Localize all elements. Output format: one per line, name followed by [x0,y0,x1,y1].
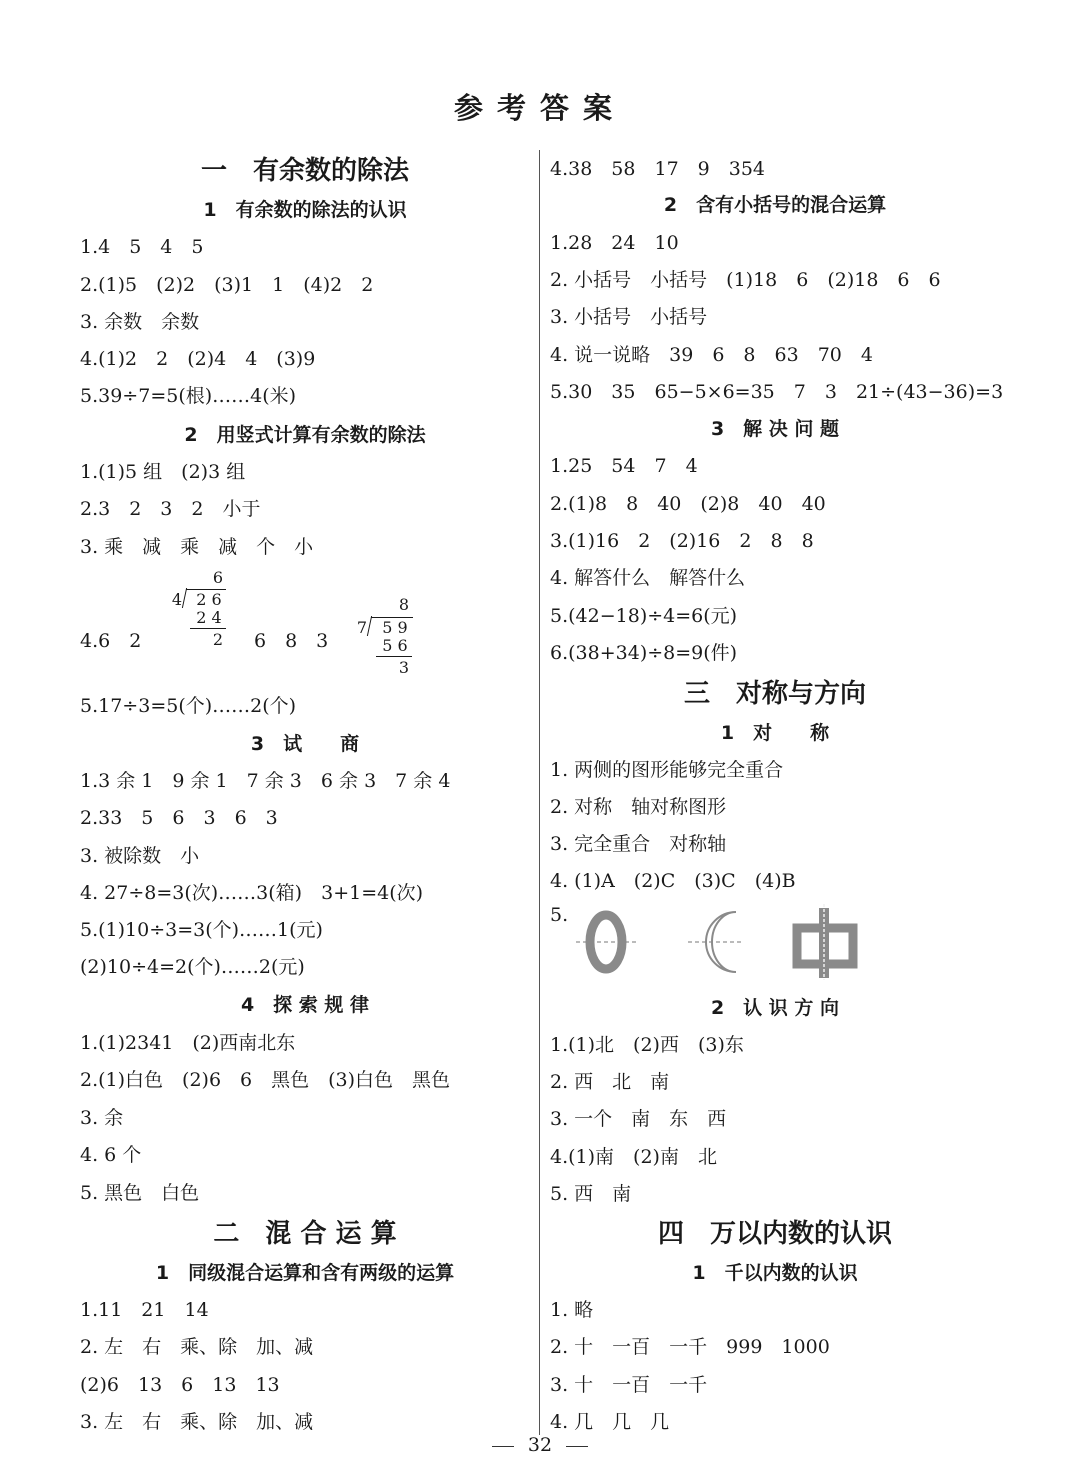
answer-line: 2.(1)白色 (2)6 6 黑色 (3)白色 黑色 [80,1069,451,1091]
chapter-heading: 二 混 合 运 算 [213,1219,397,1249]
answer-line: 1.3 余 1 9 余 1 7 余 3 6 余 3 7 余 4 [80,770,451,792]
answer-line: (2)6 13 6 13 13 [80,1374,280,1396]
division-dividend: 2 6 [196,590,222,609]
answer-line: 2.(1)8 8 40 (2)8 40 40 [550,493,826,515]
section-heading: 2 含有小括号的混合运算 [663,194,887,216]
answer-line: 4.6 2 [80,630,142,652]
answer-line: 2.3 2 3 2 小于 [80,498,261,520]
answer-line: 4.38 58 17 9 354 [550,158,766,180]
answer-line: 1.(1)2341 (2)西南北东 [80,1032,296,1054]
answer-line: 5. [550,904,569,926]
section-heading: 1 千以内数的认识 [692,1262,858,1284]
chapter-heading: 三 对称与方向 [683,679,866,709]
section-heading: 4 探 索 规 律 [240,994,370,1016]
symmetry-crescent-figure [688,912,744,972]
symmetry-zero-figure [576,915,636,969]
column-divider [539,150,540,1435]
division-divisor: 7 [356,618,368,637]
answer-line: 6 8 3 [254,630,329,652]
answer-line: 4. 解答什么 解答什么 [550,567,746,589]
section-heading: 1 有余数的除法的认识 [203,199,407,221]
answer-line: 3. 十 一百 一千 [550,1374,708,1396]
answer-line: 5.(1)10÷3=3(个)……1(元) [80,919,323,941]
section-heading: 2 用竖式计算有余数的除法 [184,424,426,446]
answer-line: 2.(1)5 (2)2 (3)1 1 (4)2 2 [80,274,374,296]
division-quotient: 8 [398,595,410,614]
answer-line: 1.(1)北 (2)西 (3)东 [550,1034,744,1056]
division-product: 5 6 [382,636,408,655]
answer-line: 1.11 21 14 [80,1299,209,1321]
answer-line: 1.(1)5 组 (2)3 组 [80,461,246,483]
symmetry-zhong-figure [797,904,853,980]
answer-line: 3. 一个 南 东 西 [550,1108,727,1130]
page-title: 参考答案 [453,91,626,125]
answer-line: 3. 完全重合 对称轴 [550,833,727,855]
answer-line: 2. 小括号 小括号 (1)18 6 (2)18 6 6 [550,269,941,291]
chapter-heading: 四 万以内数的认识 [657,1219,892,1249]
right-column [550,0,1004,1469]
section-heading: 2 认 识 方 向 [710,997,840,1019]
answer-line: 6.(38+34)÷8=9(件) [550,642,738,664]
answer-line: 5.39÷7=5(根)……4(米) [80,385,297,407]
division-remainder: 2 [212,630,224,649]
answer-line: 2.33 5 6 3 6 3 [80,807,278,829]
answer-line: 4. 27÷8=3(次)……3(箱) 3+1=4(次) [80,882,424,904]
answer-line: 4. (1)A (2)C (3)C (4)B [550,870,796,892]
left-column [80,0,530,1469]
answer-line: 4. 6 个 [80,1144,142,1166]
answer-line: 2. 西 北 南 [550,1071,670,1093]
answer-line: 3. 乘 减 乘 减 个 小 [80,536,314,558]
symmetry-figures [574,904,864,980]
answer-line: 5. 黑色 白色 [80,1182,200,1204]
answer-line: 2. 左 右 乘、除 加、减 [80,1336,314,1358]
page-number [0,1434,1080,1456]
answer-line: 1.4 5 4 5 [80,236,204,258]
answer-line: (2)10÷4=2(个)……2(元) [80,956,305,978]
answer-line: 4.(1)2 2 (2)4 4 (3)9 [80,348,316,370]
page-number-value: 32 [527,1434,553,1456]
answer-line: 1.25 54 7 4 [550,455,698,477]
answer-line: 3. 被除数 小 [80,845,200,867]
answer-line: 4. 几 几 几 [550,1411,670,1433]
answer-line: 1.28 24 10 [550,232,679,254]
division-dividend: 5 9 [382,618,408,637]
answer-line: 3. 左 右 乘、除 加、减 [80,1411,314,1433]
section-heading: 1 对 称 [720,722,830,744]
answer-line: 2. 十 一百 一千 999 1000 [550,1336,830,1358]
division-divisor: 4 [171,590,183,609]
answer-line: 4. 说一说略 39 6 8 63 70 4 [550,344,873,366]
answer-line: 4.(1)南 (2)南 北 [550,1146,717,1168]
answer-line: 1. 略 [550,1299,594,1321]
division-remainder: 3 [398,658,410,677]
answer-line: 2. 对称 轴对称图形 [550,796,727,818]
division-quotient: 6 [212,568,224,587]
answer-line: 5.17÷3=5(个)……2(个) [80,695,297,717]
answer-line: 5.30 35 65−5×6=35 7 3 21÷(43−36)=3 [550,381,1004,403]
answer-line: 1. 两侧的图形能够完全重合 [550,759,784,781]
answer-line: 5. 西 南 [550,1183,632,1205]
division-product: 2 4 [196,608,222,627]
answer-line: 3. 余数 余数 [80,311,200,333]
chapter-heading: 一 有余数的除法 [200,156,409,186]
answer-line: 3. 小括号 小括号 [550,306,708,328]
section-heading: 3 解 决 问 题 [710,418,840,440]
answer-line: 3. 余 [80,1107,124,1129]
section-heading: 1 同级混合运算和含有两级的运算 [155,1262,455,1284]
answer-line: 5.(42−18)÷4=6(元) [550,605,738,627]
answer-line: 3.(1)16 2 (2)16 2 8 8 [550,530,814,552]
section-heading: 3 试 商 [250,733,360,755]
